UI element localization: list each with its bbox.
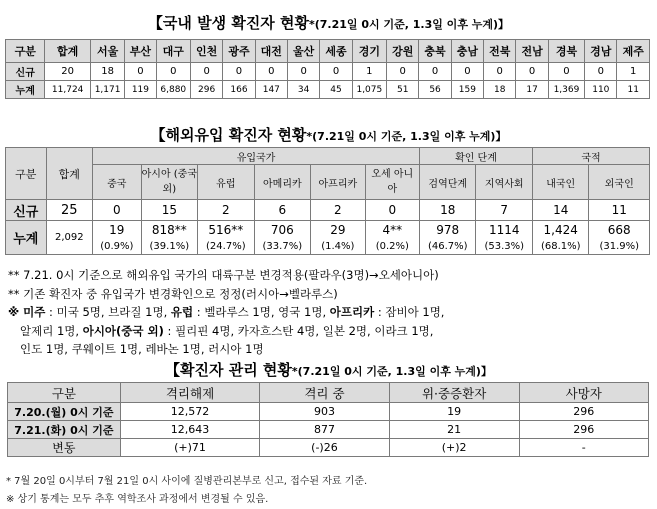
domestic-header-cell: 광주 (223, 40, 255, 63)
table-cell: 15 (141, 200, 198, 221)
note-text: : 미국 5명, 브라질 1명, (45, 305, 171, 319)
management-table (7, 382, 649, 457)
management-title (0, 359, 657, 380)
table-cell: 2,092 (46, 221, 92, 255)
imported-header-total: 합계 (46, 148, 92, 200)
table-cell: 1,171 (90, 81, 124, 99)
table-cell: 0 (93, 200, 142, 221)
management-header-cell: 격리 중 (260, 383, 389, 403)
table-cell: 877 (260, 421, 389, 439)
percent-cell: (0.2%) (365, 238, 419, 255)
table-cell: 0 (387, 63, 419, 81)
table-cell: 818** (141, 221, 198, 239)
table-cell: 1,424 (532, 221, 589, 239)
domestic-header-cell: 경남 (585, 40, 617, 63)
percent-cell: (1.4%) (311, 238, 366, 255)
domestic-header-cell: 부산 (125, 40, 156, 63)
table-cell: 12,643 (120, 421, 259, 439)
domestic-header-cell: 구분 (6, 40, 45, 63)
table-cell: 11 (617, 81, 650, 99)
domestic-header-cell: 울산 (287, 40, 319, 63)
table-cell: 19 (93, 221, 142, 239)
management-header-cell: 구분 (8, 383, 121, 403)
percent-cell: (0.9%) (93, 238, 142, 255)
note-line: ** 7.21. 0시 기준으로 해외유입 국가의 대륙구분 변경적용(팔라우(3명)→오세아니아) (8, 268, 439, 282)
table-cell: 0 (255, 63, 287, 81)
table-cell: 0 (287, 63, 319, 81)
domestic-header-cell: 강원 (387, 40, 419, 63)
note-line: 인도 1명, 쿠웨이트 1명, 레바논 1명, 러시아 1명 (20, 342, 264, 356)
row-label: 누계 (6, 81, 45, 99)
imported-subheader-cell: 검역단계 (419, 165, 476, 200)
management-title-main: 【확진자 관리 현황 (165, 361, 292, 379)
table-cell: 0 (125, 63, 156, 81)
table-cell: 2 (198, 200, 255, 221)
domestic-header-cell: 서울 (90, 40, 124, 63)
table-cell: 7 (476, 200, 533, 221)
imported-subheader-cell: 아프리카 (311, 165, 366, 200)
imported-row-new (6, 200, 650, 221)
domestic-header-cell: 전남 (516, 40, 548, 63)
note-bold: ※ 미주 (8, 305, 46, 319)
row-label: 7.20.(월) 0시 기준 (8, 403, 121, 421)
table-cell: 25 (46, 200, 92, 221)
percent-cell: (53.3%) (476, 238, 533, 255)
imported-title-main: 【해외유입 확진자 현황 (150, 126, 307, 144)
percent-cell: (39.1%) (141, 238, 198, 255)
management-row (8, 421, 649, 439)
domestic-header-cell: 경북 (548, 40, 584, 63)
domestic-header-cell: 충북 (419, 40, 451, 63)
domestic-title (0, 12, 657, 33)
imported-subheader-cell: 유럽 (198, 165, 255, 200)
domestic-table (5, 39, 650, 99)
table-cell: 296 (190, 81, 222, 99)
table-cell: (-)26 (260, 439, 389, 457)
table-cell: (+)2 (389, 439, 519, 457)
management-header-cell: 사망자 (519, 383, 648, 403)
table-cell: 296 (519, 421, 648, 439)
table-cell: 6,880 (156, 81, 190, 99)
note-line (8, 322, 653, 341)
percent-cell: (24.7%) (198, 238, 255, 255)
table-cell: 45 (320, 81, 352, 99)
management-header-cell: 위·중증환자 (389, 383, 519, 403)
table-cell: 706 (254, 221, 311, 239)
row-label: 신규 (6, 200, 47, 221)
table-cell: 56 (419, 81, 451, 99)
table-cell: 0 (516, 63, 548, 81)
domestic-row-cumulative (6, 81, 650, 99)
imported-title (0, 124, 657, 145)
imported-header-category: 구분 (6, 148, 47, 200)
management-row (8, 403, 649, 421)
imported-subheader-cell: 지역사회 (476, 165, 533, 200)
table-cell: 11,724 (45, 81, 90, 99)
note-line (8, 303, 653, 322)
row-label: 신규 (6, 63, 45, 81)
table-cell: 147 (255, 81, 287, 99)
management-row-change (8, 439, 649, 457)
row-label: 변동 (8, 439, 121, 457)
table-cell: 0 (365, 200, 419, 221)
imported-row-percent (6, 238, 650, 255)
imported-header-row-1 (6, 148, 650, 165)
table-cell: - (519, 439, 648, 457)
row-label: 누계 (6, 221, 47, 255)
table-cell: 1 (617, 63, 650, 81)
percent-cell: (68.1%) (532, 238, 589, 255)
imported-subheader-cell: 오세 아니아 (365, 165, 419, 200)
table-cell: 159 (451, 81, 483, 99)
table-cell: 0 (156, 63, 190, 81)
table-cell: 110 (585, 81, 617, 99)
domestic-header-cell: 세종 (320, 40, 352, 63)
table-cell: 12,572 (120, 403, 259, 421)
domestic-header-cell: 제주 (617, 40, 650, 63)
table-cell: 1,075 (352, 81, 386, 99)
table-cell: 0 (484, 63, 516, 81)
management-title-sub: *(7.21일 0시 기준, 1.3일 이후 누계)】 (291, 365, 492, 378)
note-text: : 잠비아 1명, (374, 305, 445, 319)
percent-cell: (46.7%) (419, 238, 476, 255)
table-cell: 296 (519, 403, 648, 421)
domestic-header-row (6, 40, 650, 63)
note-text: : 벨라루스 1명, 영국 1명, (193, 305, 330, 319)
table-cell: 1 (352, 63, 386, 81)
note-bold: 유럽 (170, 305, 194, 319)
table-cell: 0 (320, 63, 352, 81)
domestic-header-cell: 인천 (190, 40, 222, 63)
table-cell: 17 (516, 81, 548, 99)
footnote-2: ※ 상기 통계는 모두 추후 역학조사 과정에서 변경될 수 있음. (6, 494, 269, 505)
note-line: ** 기존 확진자 중 유입국가 변경확인으로 정정(러시아→벨라루스) (8, 286, 338, 301)
imported-header-row-2 (6, 165, 650, 200)
note-bold: 아시아(중국 외) (82, 323, 164, 338)
imported-header-confirm: 확인 단계 (419, 148, 532, 165)
table-cell: 21 (389, 421, 519, 439)
table-cell: 18 (484, 81, 516, 99)
note-bold: 아프리카 (329, 305, 375, 319)
management-header-row (8, 383, 649, 403)
management-header-cell: 격리해제 (120, 383, 259, 403)
domestic-header-cell: 전북 (484, 40, 516, 63)
table-cell: 0 (419, 63, 451, 81)
imported-title-sub: *(7.21일 0시 기준, 1.3일 이후 누계)】 (306, 130, 507, 143)
notes-block (8, 266, 653, 359)
domestic-header-cell: 경기 (352, 40, 386, 63)
footnote-1: * 7월 20일 0시부터 7월 21일 0시 사이에 질병관리본부로 신고, 접수된 자료 기준. (6, 476, 368, 487)
domestic-title-main: 【국내 발생 확진자 현황 (147, 14, 309, 32)
domestic-header-cell: 대구 (156, 40, 190, 63)
table-cell: 1114 (476, 221, 533, 239)
imported-header-origin: 유입국가 (93, 148, 420, 165)
table-cell: 0 (548, 63, 584, 81)
imported-subheader-cell: 외국인 (589, 165, 650, 200)
table-cell: 1,369 (548, 81, 584, 99)
domestic-header-cell: 합계 (45, 40, 90, 63)
table-cell: 6 (254, 200, 311, 221)
table-cell: 34 (287, 81, 319, 99)
table-cell: 0 (451, 63, 483, 81)
table-cell: 668 (589, 221, 650, 239)
table-cell: 4** (365, 221, 419, 239)
percent-cell: (33.7%) (254, 238, 311, 255)
imported-row-cumulative (6, 221, 650, 239)
table-cell: 903 (260, 403, 389, 421)
domestic-header-cell: 충남 (451, 40, 483, 63)
table-cell: 18 (419, 200, 476, 221)
percent-cell: (31.9%) (589, 238, 650, 255)
table-cell: 978 (419, 221, 476, 239)
table-cell: 20 (45, 63, 90, 81)
table-cell: 166 (223, 81, 255, 99)
table-cell: 0 (223, 63, 255, 81)
imported-subheader-cell: 아메리카 (254, 165, 311, 200)
imported-header-nation: 국적 (532, 148, 649, 165)
imported-subheader-cell: 아시아 (중국 외) (141, 165, 198, 200)
table-cell: 119 (125, 81, 156, 99)
imported-table (5, 147, 650, 255)
table-cell: 29 (311, 221, 366, 239)
domestic-title-sub: *(7.21일 0시 기준, 1.3일 이후 누계)】 (309, 18, 510, 31)
table-cell: 516** (198, 221, 255, 239)
imported-subheader-cell: 내국인 (532, 165, 589, 200)
table-cell: 51 (387, 81, 419, 99)
domestic-row-new (6, 63, 650, 81)
table-cell: 11 (589, 200, 650, 221)
table-cell: 2 (311, 200, 366, 221)
table-cell: 19 (389, 403, 519, 421)
table-cell: 0 (585, 63, 617, 81)
imported-subheader-cell: 중국 (93, 165, 142, 200)
table-cell: 14 (532, 200, 589, 221)
row-label: 7.21.(화) 0시 기준 (8, 421, 121, 439)
table-cell: 0 (190, 63, 222, 81)
domestic-header-cell: 대전 (255, 40, 287, 63)
note-text: : 필리핀 4명, 카자흐스탄 4명, 일본 2명, 이라크 1명, (163, 323, 434, 338)
note-text: 알제리 1명, (20, 323, 83, 338)
table-cell: 18 (90, 63, 124, 81)
table-cell: (+)71 (120, 439, 259, 457)
